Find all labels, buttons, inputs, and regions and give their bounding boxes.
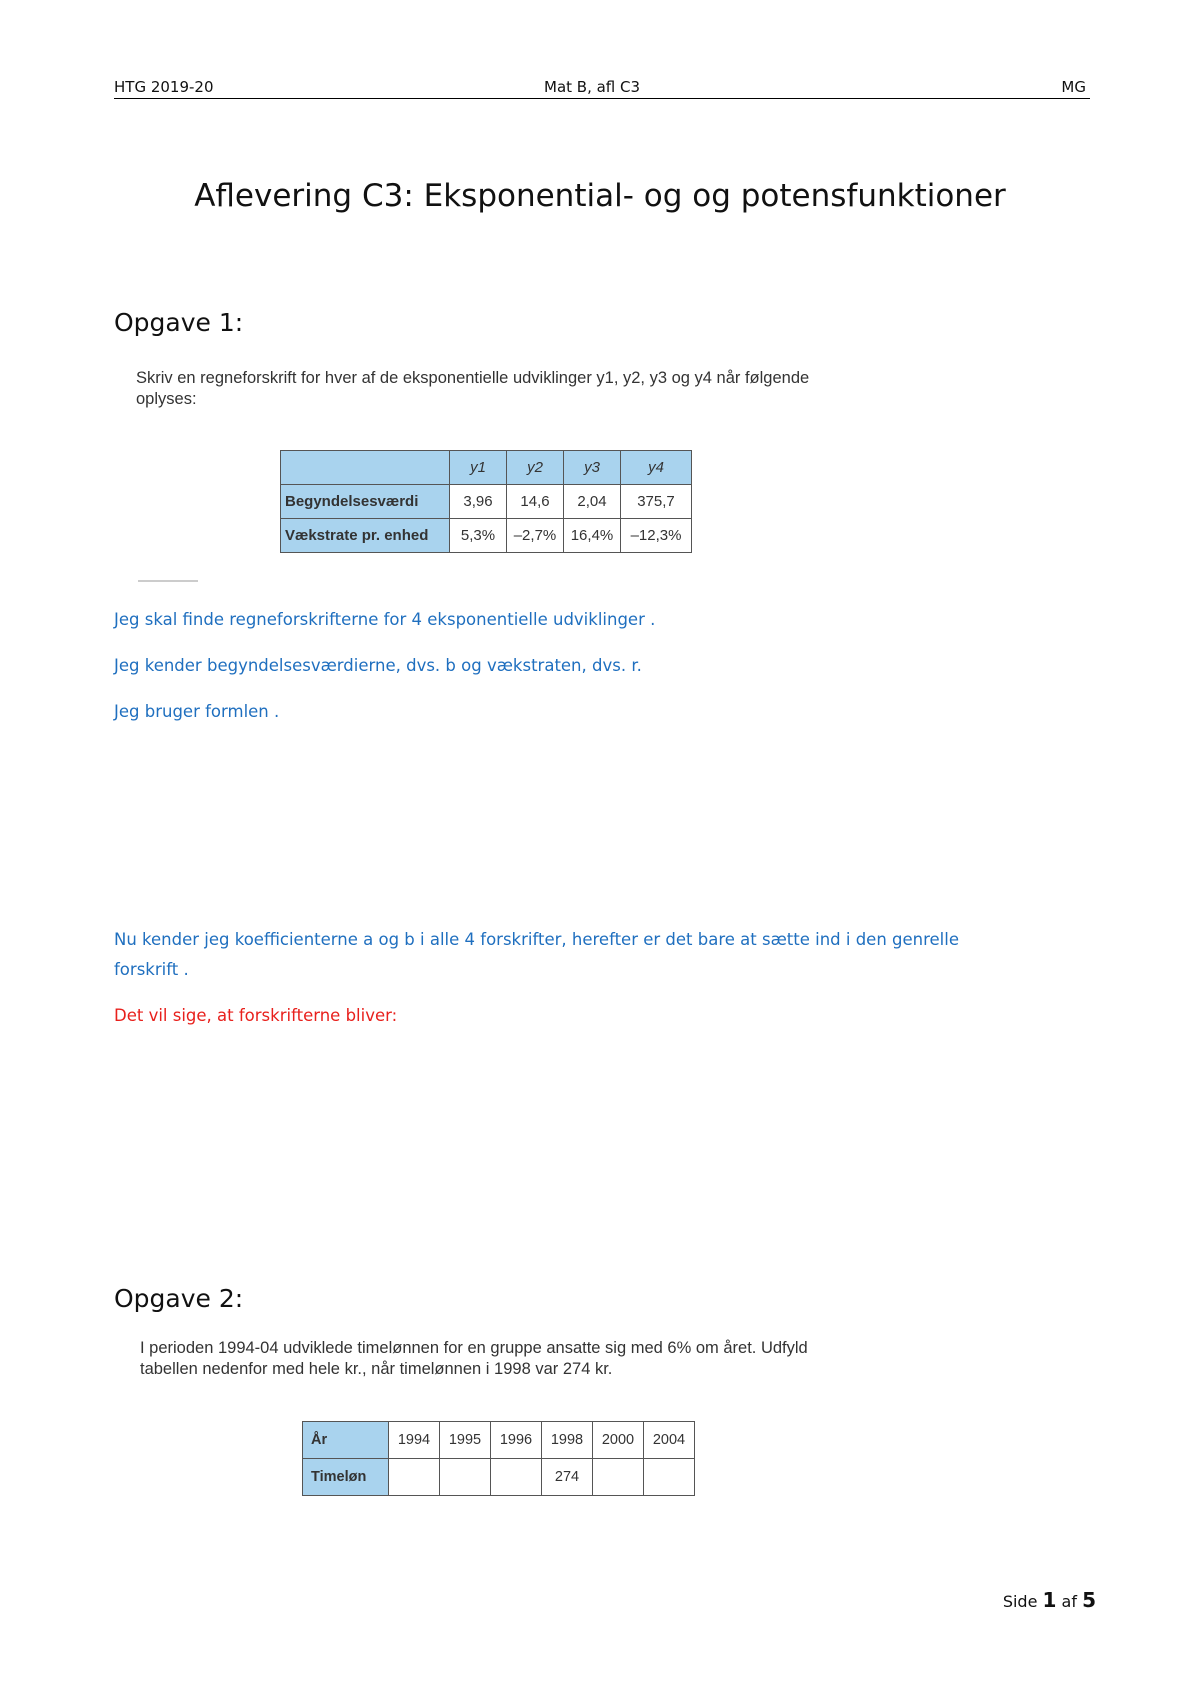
table-cell: 3,96: [450, 485, 507, 519]
opgave2-heading: Opgave 2:: [114, 1284, 244, 1313]
wage-cell: [389, 1459, 440, 1496]
answer-line-1: Jeg skal finde regneforskrifterne for 4 eksponentielle udviklinger .: [114, 610, 656, 629]
answer-line-2: Jeg kender begyndelsesværdierne, dvs. b og vækstraten, dvs. r.: [114, 656, 642, 675]
opgave2-table: [302, 1421, 695, 1496]
row-label-vaekstrate: Vækstrate pr. enhed: [281, 519, 450, 553]
wage-cell: [440, 1459, 491, 1496]
table-cell: 14,6: [507, 485, 564, 519]
opgave1-prompt: [136, 368, 809, 410]
answer-line-5: forskrift .: [114, 960, 189, 979]
table-cell: 5,3%: [450, 519, 507, 553]
table-row: [281, 519, 692, 553]
wage-cell: [644, 1459, 695, 1496]
opgave2-prompt: [140, 1338, 808, 1380]
table-cell: 16,4%: [564, 519, 621, 553]
answer-line-3: Jeg bruger formlen .: [114, 702, 280, 721]
scan-artifact: [138, 580, 198, 582]
page-footer: [1003, 1588, 1096, 1612]
year-cell: 1998: [542, 1422, 593, 1459]
table-row: [303, 1459, 695, 1496]
opgave2-prompt-line1: I perioden 1994-04 udviklede timelønnen for en gruppe ansatte sig med 6% om året. Udfyld: [140, 1339, 808, 1357]
table-row: [303, 1422, 695, 1459]
footer-af: af: [1061, 1592, 1077, 1611]
wage-cell: 274: [542, 1459, 593, 1496]
opgave1-prompt-line2: oplyses:: [136, 390, 197, 408]
col-y4: y4: [621, 451, 692, 485]
opgave1-table: [280, 450, 692, 553]
answer-line-4: Nu kender jeg koefficienterne a og b i alle 4 forskrifter, herefter er det bare at sætte ind i den genrelle: [114, 930, 960, 949]
header-left: HTG 2019-20: [114, 78, 214, 96]
table-cell: 2,04: [564, 485, 621, 519]
col-y3: y3: [564, 451, 621, 485]
page-header: [114, 76, 1090, 99]
table-cell: 375,7: [621, 485, 692, 519]
row-label-timeloen: Timeløn: [303, 1459, 389, 1496]
conclusion-line: Det vil sige, at forskrifterne bliver:: [114, 1006, 398, 1025]
table-header-row: [281, 451, 692, 485]
document-title: Aflevering C3: Eksponential- og og potensfunktioner: [194, 178, 1006, 214]
wage-cell: [593, 1459, 644, 1496]
footer-page-number: 1: [1042, 1588, 1057, 1612]
year-cell: 1996: [491, 1422, 542, 1459]
year-cell: 1995: [440, 1422, 491, 1459]
footer-side: Side: [1002, 1592, 1038, 1611]
footer-total-pages: 5: [1082, 1588, 1096, 1612]
row-label-aar: År: [303, 1422, 389, 1459]
table-cell: –2,7%: [507, 519, 564, 553]
year-cell: 2004: [644, 1422, 695, 1459]
year-cell: 2000: [593, 1422, 644, 1459]
opgave2-prompt-line2: tabellen nedenfor med hele kr., når timelønnen i 1998 var 274 kr.: [140, 1360, 613, 1378]
table-cell: –12,3%: [621, 519, 692, 553]
row-label-begyndelsesvaerdi: Begyndelsesværdi: [281, 485, 450, 519]
opgave1-heading: Opgave 1:: [114, 308, 244, 337]
col-y2: y2: [507, 451, 564, 485]
opgave1-prompt-line1: Skriv en regneforskrift for hver af de eksponentielle udviklinger y1, y2, y3 og y4 når følgende: [136, 369, 810, 387]
year-cell: 1994: [389, 1422, 440, 1459]
header-center: Mat B, afl C3: [544, 78, 641, 96]
table-corner-cell: [281, 451, 450, 485]
table-row: [281, 485, 692, 519]
header-right: MG: [1061, 78, 1086, 96]
wage-cell: [491, 1459, 542, 1496]
col-y1: y1: [450, 451, 507, 485]
